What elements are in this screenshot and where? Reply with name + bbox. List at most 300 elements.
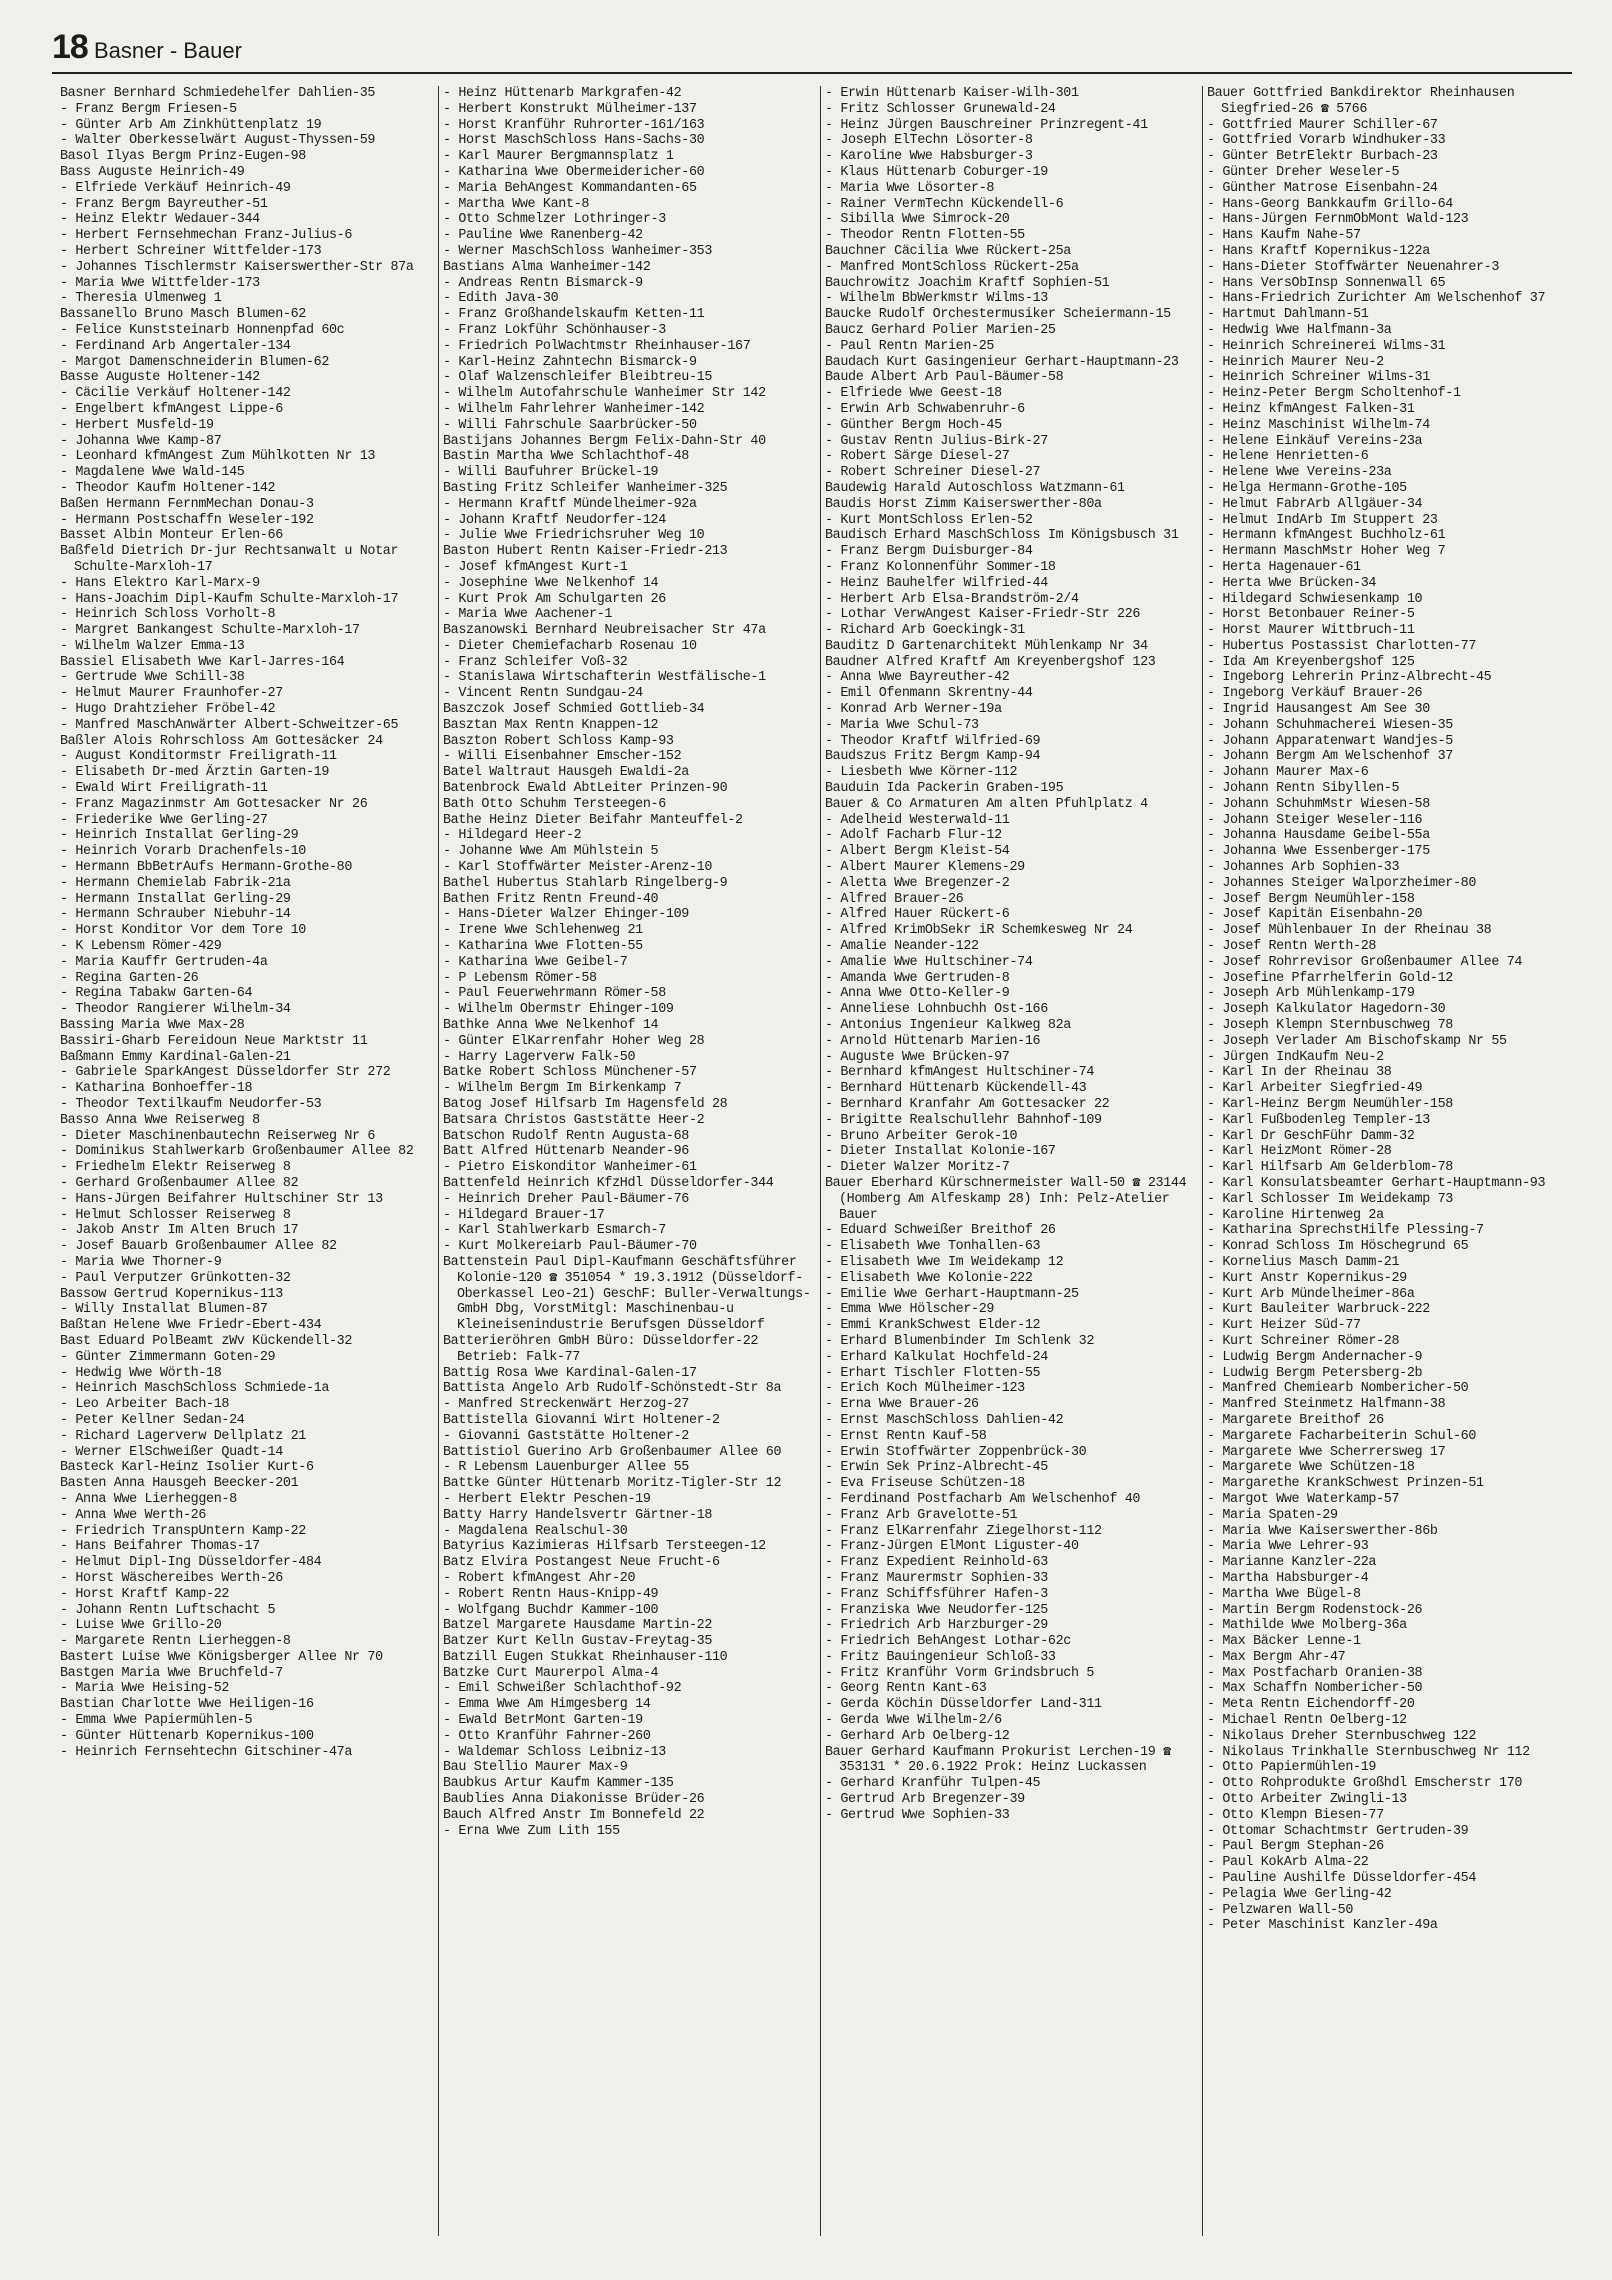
directory-entry: - Ingeborg Lehrerin Prinz-Albrecht-45 (1207, 670, 1492, 686)
directory-entry: - Heinrich Schreiner Wilms-31 (1207, 370, 1430, 386)
directory-entry: - Heinz Bauhelfer Wilfried-44 (825, 575, 1048, 591)
directory-entry: - Wilhelm BbWerkmstr Wilms-13 (825, 291, 1048, 307)
directory-entry: - Magdalena Realschul-30 (443, 1523, 628, 1539)
directory-entry: Bauchner Cäcilia Wwe Rückert-25a (825, 243, 1071, 259)
directory-entry: - Martha Habsburger-4 (1207, 1570, 1369, 1586)
directory-entry: Battke Günter Hüttenarb Moritz-Tigler-Str 12 (443, 1476, 782, 1492)
directory-entry: - Gerda Wwe Wilhelm-2/6 (825, 1713, 1002, 1729)
directory-entry: Baudszus Fritz Bergm Kamp-94 (825, 749, 1041, 765)
directory-entry: - Johanna Wwe Kamp-87 (60, 433, 222, 449)
directory-entry: - Emil Ofenmann Skrentny-44 (825, 686, 1033, 702)
directory-entry: - Karl Stahlwerkarb Esmarch-7 (443, 1223, 666, 1239)
directory-entry: - Joseph Arb Mühlenkamp-179 (1207, 986, 1415, 1002)
directory-entry: - Nikolaus Dreher Sternbuschweg 122 (1207, 1728, 1476, 1744)
directory-entry: Baudisch Erhard MaschSchloss Im Königsbusch 31 (825, 528, 1179, 544)
directory-entry: - Edith Java-30 (443, 291, 559, 307)
directory-entry: Baudis Horst Zimm Kaiserswerther-80a (825, 496, 1102, 512)
directory-entry: - Fritz Bauingenieur Schloß-33 (825, 1649, 1056, 1665)
directory-entry: - Rainer VermTechn Kückendell-6 (825, 196, 1064, 212)
directory-entry: - Gertrud Wwe Sophien-33 (825, 1807, 1010, 1823)
directory-entry: Batyrius Kazimieras Hilfsarb Tersteegen-12 (443, 1539, 766, 1555)
directory-entry: - Martha Wwe Bügel-8 (1207, 1586, 1361, 1602)
directory-entry: - Bernhard kfmAngest Hultschiner-74 (825, 1065, 1094, 1081)
directory-entry: - Hermann MaschMstr Hoher Weg 7 (1207, 544, 1446, 560)
directory-entry: - Ferdinand Postfacharb Am Welschenhof 40 (825, 1491, 1141, 1507)
directory-entry: - Engelbert kfmAngest Lippe-6 (60, 401, 283, 417)
directory-entry: - Gottfried Vorarb Windhuker-33 (1207, 133, 1446, 149)
page-range: Basner - Bauer (94, 38, 242, 63)
directory-entry: - Otto Kranführ Fahrner-260 (443, 1728, 651, 1744)
directory-entry: - Hildegard Heer-2 (443, 828, 582, 844)
directory-entry: - Friedrich TranspUntern Kamp-22 (60, 1523, 306, 1539)
directory-entry: Batzill Eugen Stukkat Rheinhauser-110 (443, 1649, 728, 1665)
directory-entry: - Fritz Schlosser Grunewald-24 (825, 101, 1056, 117)
directory-entry: Basteck Karl-Heinz Isolier Kurt-6 (60, 1460, 314, 1476)
directory-entry: Battistiol Guerino Arb Großenbaumer Allee 60 (443, 1444, 782, 1460)
directory-entry: - Maria Wwe Lehrer-93 (1207, 1539, 1369, 1555)
directory-entry: - Amalie Neander-122 (825, 939, 979, 955)
directory-entry: - Willi Fahrschule Saarbrücker-50 (443, 417, 697, 433)
directory-entry: - Hans-Friedrich Zurichter Am Welschenhof 37 (1207, 291, 1546, 307)
directory-entry: - Karl Arbeiter Siegfried-49 (1207, 1081, 1423, 1097)
directory-entry: - Manfred Streckenwärt Herzog-27 (443, 1397, 689, 1413)
directory-entry: - Hubertus Postassist Charlotten-77 (1207, 638, 1476, 654)
directory-entry: Baublies Anna Diakonisse Brüder-26 (443, 1792, 705, 1808)
directory-entry: - Theresia Ulmenweg 1 (60, 291, 222, 307)
directory-entry: - Maria Wwe Lösorter-8 (825, 180, 995, 196)
directory-entry: - Robert kfmAngest Ahr-20 (443, 1570, 636, 1586)
directory-entry: - Günther Bergm Hoch-45 (825, 417, 1002, 433)
directory-entry: - Karoline Wwe Habsburger-3 (825, 149, 1033, 165)
directory-entry: - Josef kfmAngest Kurt-1 (443, 559, 628, 575)
directory-entry: - Martha Wwe Kant-8 (443, 196, 590, 212)
directory-entry: Bauduin Ida Packerin Graben-195 (825, 781, 1064, 797)
directory-entry: - Franz-Jürgen ElMont Liguster-40 (825, 1539, 1079, 1555)
directory-entry: Batzer Kurt Kelln Gustav-Freytag-35 (443, 1634, 712, 1650)
directory-entry: - Elisabeth Wwe Kolonie-222 (825, 1270, 1033, 1286)
directory-entry: - Hermann kfmAngest Buchholz-61 (1207, 528, 1446, 544)
directory-entry: Baubkus Artur Kaufm Kammer-135 (443, 1776, 674, 1792)
directory-entry: - Gerhard Kranführ Tulpen-45 (825, 1776, 1041, 1792)
directory-entry: - Willy Installat Blumen-87 (60, 1302, 268, 1318)
directory-entry: - Jürgen IndKaufm Neu-2 (1207, 1049, 1384, 1065)
directory-entry: - Erich Koch Mülheimer-123 (825, 1381, 1025, 1397)
directory-entry: - Hans Kraftf Kopernikus-122a (1207, 243, 1430, 259)
directory-entry: Bastian Charlotte Wwe Heiligen-16 (60, 1697, 314, 1713)
page-number: 18 (52, 28, 88, 66)
directory-entry: - Karoline Hirtenweg 2a (1207, 1207, 1384, 1223)
directory-entry: Baudach Kurt Gasingenieur Gerhart-Hauptmann-23 (825, 354, 1179, 370)
directory-entry: - Julie Wwe Friedrichsruher Weg 10 (443, 528, 705, 544)
directory-entry: - Antonius Ingenieur Kalkweg 82a (825, 1018, 1071, 1034)
directory-entry: - Lothar VerwAngest Kaiser-Friedr-Str 226 (825, 607, 1141, 623)
directory-entry: - Mathilde Wwe Molberg-36a (1207, 1618, 1407, 1634)
directory-entry: - Wilhelm Walzer Emma-13 (60, 638, 245, 654)
directory-entry: - Johann Rentn Luftschacht 5 (60, 1602, 276, 1618)
directory-entry: - Dieter Walzer Moritz-7 (825, 1160, 1010, 1176)
directory-entry: - Johanna Hausdame Geibel-55a (1207, 828, 1430, 844)
directory-entry: - Helmut Dipl-Ing Düsseldorfer-484 (60, 1555, 322, 1571)
directory-entry: - Sibilla Wwe Simrock-20 (825, 212, 1010, 228)
directory-entry: - Alfred Brauer-26 (825, 891, 964, 907)
directory-entry: - Nikolaus Trinkhalle Sternbuschweg Nr 112 (1207, 1744, 1530, 1760)
directory-entry: Bauer Gottfried Bankdirektor Rheinhausen Siegfried-26 ☎ 5766 (1207, 86, 1523, 117)
directory-entry: - Regina Tabakw Garten-64 (60, 986, 253, 1002)
directory-entry: Bassiri-Gharb Fereidoun Neue Marktstr 11 (60, 1033, 368, 1049)
column-2 (438, 86, 820, 2236)
directory-entry: - Paul Bergm Stephan-26 (1207, 1839, 1384, 1855)
directory-entry: - Erwin Arb Schwabenruhr-6 (825, 401, 1025, 417)
directory-entry: - Hermann BbBetrAufs Hermann-Grothe-80 (60, 860, 353, 876)
directory-entry: - Franz Schiffsführer Hafen-3 (825, 1586, 1048, 1602)
directory-entry: - Franz Schleifer Voß-32 (443, 654, 628, 670)
directory-entry: - Maria BehAngest Kommandanten-65 (443, 180, 697, 196)
directory-entry: - Ottomar Schachtmstr Gertruden-39 (1207, 1823, 1469, 1839)
directory-entry: - Pelagia Wwe Gerling-42 (1207, 1886, 1392, 1902)
directory-entry: - Karl Maurer Bergmannsplatz 1 (443, 149, 674, 165)
directory-entry: - Amalie Wwe Hultschiner-74 (825, 954, 1033, 970)
directory-entry: - Friedrich PolWachtmstr Rheinhauser-167 (443, 338, 751, 354)
directory-entry: - Günter Dreher Weseler-5 (1207, 164, 1400, 180)
directory-entry: - Anna Wwe Bayreuther-42 (825, 670, 1010, 686)
directory-entry: - Franz Großhandelskaufm Ketten-11 (443, 307, 705, 323)
directory-entry: - Brigitte Realschullehr Bahnhof-109 (825, 1112, 1102, 1128)
directory-entry: - Herta Hagenauer-61 (1207, 559, 1361, 575)
directory-entry: - Anna Wwe Lierheggen-8 (60, 1491, 237, 1507)
directory-entry: - Kurt Prok Am Schulgarten 26 (443, 591, 666, 607)
directory-entry: Baßtan Helene Wwe Friedr-Ebert-434 (60, 1318, 322, 1334)
directory-entry: - Hans-Georg Bankkaufm Grillo-64 (1207, 196, 1453, 212)
directory-entry: - Wilhelm Autofahrschule Wanheimer Str 142 (443, 386, 766, 402)
directory-entry: - Ferdinand Arb Angertaler-134 (60, 338, 291, 354)
directory-entry: - Pietro Eiskonditor Wanheimer-61 (443, 1160, 697, 1176)
directory-entry: - Paul Verputzer Grünkotten-32 (60, 1270, 291, 1286)
directory-entry: - Franz Maurermstr Sophien-33 (825, 1570, 1048, 1586)
directory-entry: - Friedrich BehAngest Lothar-62c (825, 1634, 1071, 1650)
directory-entry: - Maria Wwe Thorner-9 (60, 1254, 222, 1270)
directory-entry: - R Lebensm Lauenburger Allee 55 (443, 1460, 689, 1476)
directory-entry: - Herta Wwe Brücken-34 (1207, 575, 1377, 591)
directory-entry: - Max Schaffn Nombericher-50 (1207, 1681, 1423, 1697)
directory-entry: Baßler Alois Rohrschloss Am Gottesäcker 24 (60, 733, 383, 749)
directory-entry: - Margot Wwe Waterkamp-57 (1207, 1491, 1400, 1507)
directory-entry: - Manfred MontSchloss Rückert-25a (825, 259, 1079, 275)
directory-entry: - Josephine Wwe Nelkenhof 14 (443, 575, 659, 591)
directory-entry: - Josef Bergm Neumühler-158 (1207, 891, 1415, 907)
directory-entry: - Albert Bergm Kleist-54 (825, 844, 1010, 860)
directory-entry: - Werner ElSchweißer Quadt-14 (60, 1444, 283, 1460)
directory-entry: - Maria Wwe Schul-73 (825, 717, 979, 733)
directory-entry: - Herbert Musfeld-19 (60, 417, 214, 433)
directory-entry: - Joseph Verlader Am Bischofskamp Nr 55 (1207, 1033, 1507, 1049)
directory-entry: - Dieter Chemiefacharb Rosenau 10 (443, 638, 697, 654)
directory-entry: - Günter Arb Am Zinkhüttenplatz 19 (60, 117, 322, 133)
directory-entry: - Erna Wwe Brauer-26 (825, 1397, 979, 1413)
directory-entry: - Dieter Installat Kolonie-167 (825, 1144, 1056, 1160)
directory-entry: Bauer Gerhard Kaufmann Prokurist Lerchen-19 ☎ 353131 * 20.6.1922 Prok: Heinz Luckassen (825, 1744, 1179, 1776)
directory-entry: - Karl-Heinz Bergm Neumühler-158 (1207, 1097, 1453, 1112)
directory-entry: - Otto Rohprodukte Großhdl Emscherstr 170 (1207, 1776, 1523, 1792)
directory-entry: - Johann Bergm Am Welschenhof 37 (1207, 749, 1453, 765)
directory-entry: - Johann Kraftf Neudorfer-124 (443, 512, 666, 528)
directory-entry: Batzel Margarete Hausdame Martin-22 (443, 1618, 712, 1634)
directory-entry: Basso Anna Wwe Reiserweg 8 (60, 1112, 260, 1128)
directory-entry: - Richard Arb Goeckingk-31 (825, 623, 1025, 639)
directory-entry: - K Lebensm Römer-429 (60, 939, 222, 955)
directory-entry: - Joseph Kalkulator Hagedorn-30 (1207, 1002, 1446, 1018)
directory-entry: - Hans-Dieter Stoffwärter Neuenahrer-3 (1207, 259, 1500, 275)
directory-columns (56, 86, 1586, 2236)
directory-entry: - Kurt Anstr Kopernikus-29 (1207, 1270, 1407, 1286)
directory-entry: Batschon Rudolf Rentn Augusta-68 (443, 1128, 689, 1144)
directory-entry: - Franz Bergm Duisburger-84 (825, 544, 1033, 560)
directory-entry: - Marianne Kanzler-22a (1207, 1555, 1377, 1571)
directory-entry: - Max Postfacharb Oranien-38 (1207, 1665, 1423, 1681)
directory-entry: Batel Waltraut Hausgeh Ewaldi-2a (443, 765, 689, 781)
directory-entry: Bass Auguste Heinrich-49 (60, 164, 245, 180)
directory-entry: - Karl Fußbodenleg Templer-13 (1207, 1112, 1430, 1128)
directory-entry: Basztan Max Rentn Knappen-12 (443, 717, 659, 733)
directory-entry: - Vincent Rentn Sundgau-24 (443, 686, 643, 702)
directory-entry: - Waldemar Schloss Leibniz-13 (443, 1744, 666, 1760)
directory-entry: Batog Josef Hilfsarb Im Hagensfeld 28 (443, 1097, 728, 1112)
directory-entry: - Elisabeth Wwe Tonhallen-63 (825, 1239, 1041, 1255)
directory-entry: - Adelheid Westerwald-11 (825, 812, 1010, 828)
directory-entry: - Walter Oberkesselwärt August-Thyssen-59 (60, 133, 376, 149)
directory-entry: - Johannes Arb Sophien-33 (1207, 860, 1400, 876)
directory-entry: - Georg Rentn Kant-63 (825, 1681, 987, 1697)
directory-entry: - Liesbeth Wwe Körner-112 (825, 765, 1018, 781)
directory-entry: - Franziska Wwe Neudorfer-125 (825, 1602, 1048, 1618)
directory-entry: Bassanello Bruno Masch Blumen-62 (60, 307, 306, 323)
directory-entry: - Maria Spaten-29 (1207, 1507, 1338, 1523)
directory-entry: - Wilhelm Fahrlehrer Wanheimer-142 (443, 401, 705, 417)
directory-entry: - Helmut FabrArb Allgäuer-34 (1207, 496, 1423, 512)
directory-entry: - Gertrud Arb Bregenzer-39 (825, 1792, 1025, 1808)
directory-entry: Bast Eduard PolBeamt zWv Kückendell-32 (60, 1333, 353, 1349)
directory-entry: - Horst Konditor Vor dem Tore 10 (60, 923, 306, 939)
directory-entry: - Günter Zimmermann Goten-29 (60, 1349, 276, 1365)
directory-entry: - Elisabeth Wwe Im Weidekamp 12 (825, 1254, 1064, 1270)
directory-entry: Baszton Robert Schloss Kamp-93 (443, 733, 674, 749)
directory-entry: - Johannes Steiger Walporzheimer-80 (1207, 875, 1476, 891)
directory-entry: - Wilhelm Obermstr Ehinger-109 (443, 1002, 674, 1018)
directory-entry: Baszczok Josef Schmied Gottlieb-34 (443, 702, 705, 718)
directory-entry: - Heinz Elektr Wedauer-344 (60, 212, 260, 228)
directory-entry: - Heinz-Peter Bergm Scholtenhof-1 (1207, 386, 1461, 402)
directory-entry: - Regina Garten-26 (60, 970, 199, 986)
directory-entry: Basting Fritz Schleifer Wanheimer-325 (443, 480, 728, 496)
directory-entry: - Paul Rentn Marien-25 (825, 338, 995, 354)
directory-entry: - Herbert Elektr Peschen-19 (443, 1491, 651, 1507)
directory-entry: - Hans-Joachim Dipl-Kaufm Schulte-Marxloh-17 (60, 591, 399, 607)
directory-entry: Battenstein Paul Dipl-Kaufmann Geschäftsführer Kolonie-120 ☎ 351054 * 19.3.1912 (Düsseldorf-Oberkassel Leo-21) GeschF: Buller-Verwaltungs-GmbH Dbg, VorstMitgl: Maschinenbau-u Kleineisenindustrie Berufsgen Düsseldorf (443, 1254, 811, 1334)
directory-entry: - Peter Maschinist Kanzler-49a (1207, 1918, 1438, 1934)
directory-entry: Battig Rosa Wwe Kardinal-Galen-17 (443, 1365, 697, 1381)
directory-entry: - Werner MaschSchloss Wanheimer-353 (443, 243, 712, 259)
directory-entry: Basol Ilyas Bergm Prinz-Eugen-98 (60, 149, 306, 165)
directory-entry: - Johanna Wwe Essenberger-175 (1207, 844, 1430, 860)
directory-entry: - Otto Klempn Biesen-77 (1207, 1807, 1384, 1823)
directory-entry: - Pauline Wwe Ranenberg-42 (443, 228, 643, 244)
directory-entry: Baßmann Emmy Kardinal-Galen-21 (60, 1049, 291, 1065)
directory-entry: Batsara Christos Gaststätte Heer-2 (443, 1112, 705, 1128)
directory-entry: - Helene Henrietten-6 (1207, 449, 1369, 465)
directory-entry: - Josef Mühlenbauer In der Rheinau 38 (1207, 923, 1492, 939)
directory-entry: - Helga Hermann-Grothe-105 (1207, 480, 1407, 496)
directory-entry: - Josef Rohrrevisor Großenbaumer Allee 74 (1207, 954, 1523, 970)
directory-entry: - Andreas Rentn Bismarck-9 (443, 275, 643, 291)
directory-entry: - Margarete Facharbeiterin Schul-60 (1207, 1428, 1476, 1444)
directory-entry: - Josef Kapitän Eisenbahn-20 (1207, 907, 1423, 923)
directory-entry: - Theodor Textilkaufm Neudorfer-53 (60, 1097, 322, 1112)
directory-entry: - Friederike Wwe Gerling-27 (60, 812, 268, 828)
directory-entry: - Hans Elektro Karl-Marx-9 (60, 575, 260, 591)
directory-entry: - Karl HeizMont Römer-28 (1207, 1144, 1392, 1160)
directory-entry: - Anneliese Lohnbuchh Ost-166 (825, 1002, 1048, 1018)
directory-entry: - Hermann Postschaffn Weseler-192 (60, 512, 314, 528)
directory-entry: Baudewig Harald Autoschloss Watzmann-61 (825, 480, 1125, 496)
directory-entry: - Auguste Wwe Brücken-97 (825, 1049, 1010, 1065)
directory-entry: - Joseph ElTechn Lösorter-8 (825, 133, 1033, 149)
directory-entry: - Horst Betonbauer Reiner-5 (1207, 607, 1415, 623)
directory-entry: - Wolfgang Buchdr Kammer-100 (443, 1602, 659, 1618)
directory-entry: Basner Bernhard Schmiedehelfer Dahlien-35 (60, 86, 376, 101)
directory-entry: - Elisabeth Dr-med Ärztin Garten-19 (60, 765, 329, 781)
directory-entry: Bath Otto Schuhm Tersteegen-6 (443, 796, 666, 812)
directory-entry: - Katharina Bonhoeffer-18 (60, 1081, 253, 1097)
directory-entry: Batz Elvira Postangest Neue Frucht-6 (443, 1555, 720, 1571)
directory-entry: - Franz Lokführ Schönhauser-3 (443, 322, 666, 338)
directory-entry: - Johanne Wwe Am Mühlstein 5 (443, 844, 659, 860)
directory-entry: Batty Harry Handelsvertr Gärtner-18 (443, 1507, 712, 1523)
directory-entry: - Ewald Wirt Freiligrath-11 (60, 781, 268, 797)
directory-entry: - Maria Wwe Wittfelder-173 (60, 275, 260, 291)
directory-entry: - Albert Maurer Klemens-29 (825, 860, 1025, 876)
directory-entry: - Emil Schweißer Schlachthof-92 (443, 1681, 682, 1697)
directory-entry: - Kornelius Masch Damm-21 (1207, 1254, 1400, 1270)
directory-entry: - Alfred KrimObSekr iR Schemkesweg Nr 24 (825, 923, 1133, 939)
directory-entry: - Katharina SprechstHilfe Plessing-7 (1207, 1223, 1484, 1239)
directory-entry: - Otto Schmelzer Lothringer-3 (443, 212, 666, 228)
directory-entry: - Maria Wwe Kaiserswerther-86b (1207, 1523, 1438, 1539)
directory-entry: - Harry Lagerverw Falk-50 (443, 1049, 636, 1065)
directory-entry: Bau Stellio Maurer Max-9 (443, 1760, 628, 1776)
directory-entry: - Josef Bauarb Großenbaumer Allee 82 (60, 1239, 337, 1255)
directory-entry: Bauch Alfred Anstr Im Bonnefeld 22 (443, 1807, 705, 1823)
directory-entry: - Paul Feuerwehrmann Römer-58 (443, 986, 666, 1002)
directory-entry: - Elfriede Verkäuf Heinrich-49 (60, 180, 291, 196)
directory-entry: - Robert Särge Diesel-27 (825, 449, 1010, 465)
directory-entry: - Anna Wwe Werth-26 (60, 1507, 207, 1523)
directory-entry: - Margarete Rentn Lierheggen-8 (60, 1634, 291, 1650)
directory-entry: Batzke Curt Maurerpol Alma-4 (443, 1665, 659, 1681)
directory-entry: Baszanowski Bernhard Neubreisacher Str 47a (443, 623, 766, 639)
directory-entry: - Hans VersObInsp Sonnenwall 65 (1207, 275, 1446, 291)
directory-entry: - Franz Kolonnenführ Sommer-18 (825, 559, 1056, 575)
directory-entry: Baucke Rudolf Orchestermusiker Scheiermann-15 (825, 307, 1171, 323)
directory-entry: - Theodor Kaufm Holtener-142 (60, 480, 276, 496)
directory-entry: - Erhard Kalkulat Hochfeld-24 (825, 1349, 1048, 1365)
directory-entry: - Magdalene Wwe Wald-145 (60, 465, 245, 481)
directory-entry: - Ingeborg Verkäuf Brauer-26 (1207, 686, 1423, 702)
directory-entry: - Kurt Bauleiter Warbruck-222 (1207, 1302, 1430, 1318)
column-1 (56, 86, 438, 2236)
directory-entry: Baude Albert Arb Paul-Bäumer-58 (825, 370, 1064, 386)
directory-entry: - Leonhard kfmAngest Zum Mühlkotten Nr 13 (60, 449, 376, 465)
directory-entry: - Gerhard Großenbaumer Allee 82 (60, 1175, 299, 1191)
directory-entry: - Willi Eisenbahner Emscher-152 (443, 749, 682, 765)
directory-entry: - Josef Rentn Werth-28 (1207, 939, 1377, 955)
directory-entry: - Martin Bergm Rodenstock-26 (1207, 1602, 1423, 1618)
directory-entry: - Hermann Kraftf Mündelheimer-92a (443, 496, 697, 512)
directory-entry: - Horst Kranführ Ruhrorter-161/163 (443, 117, 705, 133)
directory-entry: - Margarete Wwe Scherrersweg 17 (1207, 1444, 1446, 1460)
directory-entry: - P Lebensm Römer-58 (443, 970, 597, 986)
directory-entry: - Hildegard Schwiesenkamp 10 (1207, 591, 1423, 607)
directory-entry: - Bruno Arbeiter Gerok-10 (825, 1128, 1018, 1144)
directory-entry: Bauchrowitz Joachim Kraftf Sophien-51 (825, 275, 1110, 291)
directory-entry: - Paul KokArb Alma-22 (1207, 1855, 1369, 1871)
directory-entry: - Franz Magazinmstr Am Gottesacker Nr 26 (60, 796, 368, 812)
directory-entry: - Margarete Breithof 26 (1207, 1412, 1384, 1428)
directory-entry: - Hedwig Wwe Halfmann-3a (1207, 322, 1392, 338)
directory-entry: Bauditz D Gartenarchitekt Mühlenkamp Nr 34 (825, 638, 1148, 654)
directory-entry: - Adolf Facharb Flur-12 (825, 828, 1002, 844)
directory-entry: - Ewald BetrMont Garten-19 (443, 1713, 643, 1729)
directory-entry: - Karl Hilfsarb Am Gelderblom-78 (1207, 1160, 1453, 1176)
directory-entry: - Jakob Anstr Im Alten Bruch 17 (60, 1223, 299, 1239)
directory-entry: - Peter Kellner Sedan-24 (60, 1412, 245, 1428)
directory-entry: - Max Bäcker Lenne-1 (1207, 1634, 1361, 1650)
directory-entry: - Johann Schuhmacherei Wiesen-35 (1207, 717, 1453, 733)
directory-entry: - Margot Damenschneiderin Blumen-62 (60, 354, 329, 370)
directory-entry: - Heinrich Fernsehtechn Gitschiner-47a (60, 1744, 353, 1760)
directory-entry: - Gerhard Arb Oelberg-12 (825, 1728, 1010, 1744)
directory-entry: - Emma Wwe Papiermühlen-5 (60, 1713, 253, 1729)
directory-entry: - Max Bergm Ahr-47 (1207, 1649, 1346, 1665)
directory-entry: - Erwin Hüttenarb Kaiser-Wilh-301 (825, 86, 1079, 101)
directory-entry: - Aletta Wwe Bregenzer-2 (825, 875, 1010, 891)
directory-entry: - Hedwig Wwe Wörth-18 (60, 1365, 222, 1381)
directory-entry: - Hartmut Dahlmann-51 (1207, 307, 1369, 323)
directory-entry: - Herbert Konstrukt Mülheimer-137 (443, 101, 697, 117)
directory-entry: - Pauline Aushilfe Düsseldorfer-454 (1207, 1871, 1476, 1887)
directory-entry: Battenfeld Heinrich KfzHdl Düsseldorfer-344 (443, 1175, 774, 1191)
directory-entry: - Elfriede Wwe Geest-18 (825, 386, 1002, 402)
directory-entry: - Hans-Jürgen FernmObMont Wald-123 (1207, 212, 1469, 228)
directory-entry: - Richard Lagerverw Dellplatz 21 (60, 1428, 306, 1444)
directory-entry: - Alfred Hauer Rückert-6 (825, 907, 1010, 923)
directory-entry: - Meta Rentn Eichendorff-20 (1207, 1697, 1415, 1713)
directory-entry: - Robert Schreiner Diesel-27 (825, 465, 1041, 481)
directory-entry: Batke Robert Schloss Münchener-57 (443, 1065, 697, 1081)
directory-entry: - Franz ElKarrenfahr Ziegelhorst-112 (825, 1523, 1102, 1539)
directory-entry: - Heinrich Vorarb Drachenfels-10 (60, 844, 306, 860)
directory-entry: - Ernst MaschSchloss Dahlien-42 (825, 1412, 1064, 1428)
directory-entry: Bassiel Elisabeth Wwe Karl-Jarres-164 (60, 654, 345, 670)
directory-entry: - Karl In der Rheinau 38 (1207, 1065, 1392, 1081)
directory-entry: - Gottfried Maurer Schiller-67 (1207, 117, 1438, 133)
directory-entry: - Horst Wäschereibes Werth-26 (60, 1570, 283, 1586)
directory-entry: - Ingrid Hausangest Am See 30 (1207, 702, 1430, 718)
directory-entry: - Leo Arbeiter Bach-18 (60, 1397, 230, 1413)
directory-entry: - Arnold Hüttenarb Marien-16 (825, 1033, 1041, 1049)
directory-entry: - Emilie Wwe Gerhart-Hauptmann-25 (825, 1286, 1079, 1302)
directory-entry: Batterieröhren GmbH Büro: Düsseldorfer-22 Betrieb: Falk-77 (443, 1333, 766, 1365)
directory-entry: Baßen Hermann FernmMechan Donau-3 (60, 496, 314, 512)
directory-entry: - Katharina Wwe Geibel-7 (443, 954, 628, 970)
